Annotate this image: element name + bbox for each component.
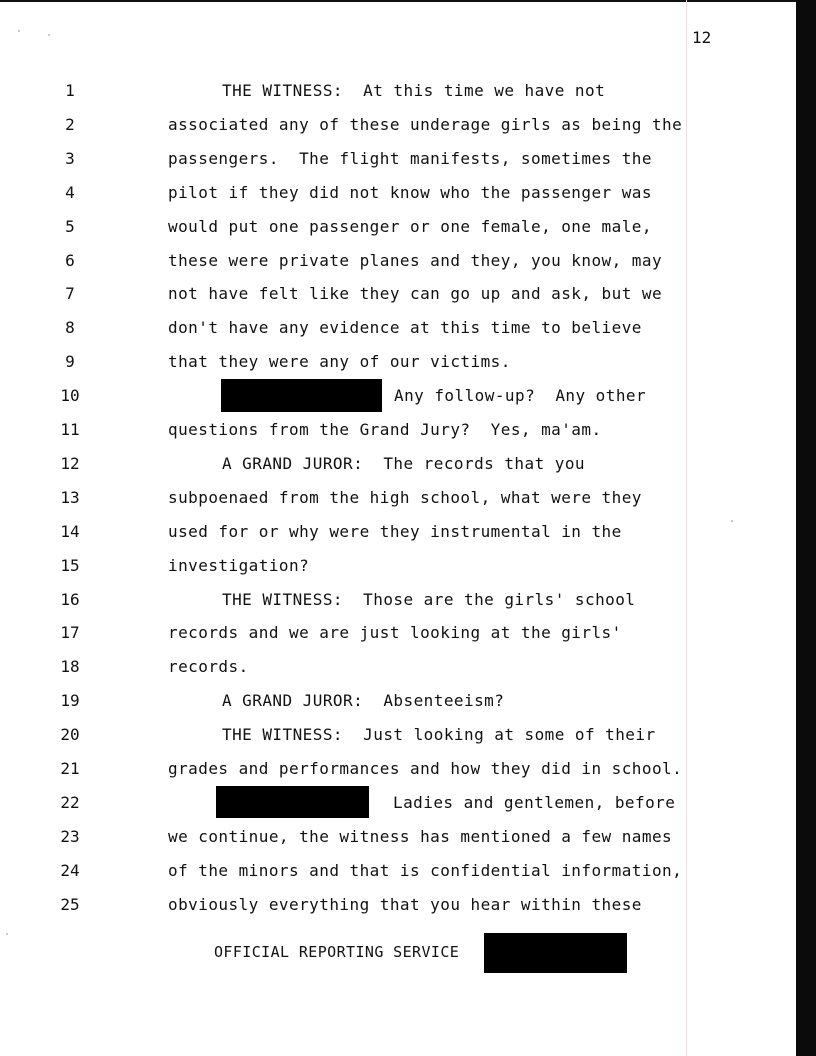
transcript-line bbox=[0, 447, 796, 481]
page-top-edge bbox=[0, 0, 816, 2]
transcript-line bbox=[0, 74, 796, 108]
line-number: 6 bbox=[65, 250, 75, 270]
line-text: passengers. The flight manifests, sometimes the bbox=[168, 148, 652, 168]
transcript-line bbox=[0, 176, 796, 210]
line-text: records and we are just looking at the girls' bbox=[168, 623, 622, 643]
transcript-line bbox=[0, 345, 796, 379]
transcript-line bbox=[0, 549, 796, 583]
transcript-line bbox=[0, 244, 796, 278]
line-number: 25 bbox=[60, 894, 80, 914]
line-text: investigation? bbox=[168, 555, 310, 575]
line-number: 11 bbox=[60, 420, 80, 439]
line-number: 22 bbox=[60, 792, 80, 812]
line-number: 8 bbox=[65, 318, 75, 338]
line-text: associated any of these underage girls as being the bbox=[168, 114, 683, 134]
line-number: 13 bbox=[60, 487, 80, 507]
line-text: not have felt like they can go up and ask, but we bbox=[168, 284, 663, 304]
transcript-line bbox=[0, 718, 796, 752]
transcript-line bbox=[0, 379, 796, 413]
line-text: don't have any evidence at this time to believe bbox=[168, 318, 642, 338]
line-number: 12 bbox=[60, 453, 80, 473]
line-text: Ladies and gentlemen, before bbox=[393, 792, 676, 812]
line-number: 23 bbox=[60, 826, 80, 846]
transcript-line bbox=[0, 752, 796, 786]
line-text: Any follow-up? Any other bbox=[394, 386, 647, 406]
line-number: 7 bbox=[65, 284, 75, 304]
transcript-line bbox=[0, 413, 796, 447]
footer-reporting-service: OFFICIAL REPORTING SERVICE bbox=[214, 943, 460, 961]
line-number: 24 bbox=[60, 860, 80, 880]
line-number: 16 bbox=[60, 589, 80, 609]
transcript-line bbox=[0, 583, 796, 617]
line-text: would put one passenger or one female, one male, bbox=[168, 216, 652, 236]
transcript-line bbox=[0, 277, 796, 311]
line-number: 5 bbox=[65, 216, 75, 236]
line-number: 18 bbox=[60, 657, 80, 677]
line-text: THE WITNESS: Those are the girls' school bbox=[222, 589, 636, 609]
line-text: THE WITNESS: At this time we have not bbox=[222, 81, 606, 100]
transcript-line bbox=[0, 650, 796, 684]
line-number: 19 bbox=[60, 691, 80, 711]
line-text: THE WITNESS: Just looking at some of their bbox=[222, 725, 656, 745]
line-number: 3 bbox=[65, 148, 75, 168]
line-text: records. bbox=[168, 657, 249, 677]
transcript-line bbox=[0, 481, 796, 515]
line-text: A GRAND JUROR: Absenteeism? bbox=[222, 691, 505, 711]
line-text: pilot if they did not know who the passenger was bbox=[168, 182, 652, 202]
line-text: grades and performances and how they did in school. bbox=[168, 759, 683, 778]
page-number: 12 bbox=[692, 28, 712, 47]
transcript-line bbox=[0, 888, 796, 922]
redaction-block bbox=[216, 786, 369, 818]
transcript-line bbox=[0, 311, 796, 345]
transcript-line bbox=[0, 616, 796, 650]
line-number: 9 bbox=[65, 352, 75, 372]
line-text: subpoenaed from the high school, what were they bbox=[168, 487, 642, 507]
scan-speck bbox=[6, 933, 8, 935]
scan-speck bbox=[18, 30, 20, 32]
line-text: questions from the Grand Jury? Yes, ma'am. bbox=[168, 420, 602, 439]
line-number: 1 bbox=[65, 81, 75, 100]
line-text: that they were any of our victims. bbox=[168, 352, 511, 372]
transcript-line bbox=[0, 108, 796, 142]
line-text: A GRAND JUROR: The records that you bbox=[222, 453, 585, 473]
footer-redaction-block bbox=[484, 933, 627, 973]
line-number: 17 bbox=[60, 623, 80, 643]
line-text: of the minors and that is confidential information, bbox=[168, 860, 683, 880]
scan-speck bbox=[731, 520, 733, 522]
transcript-line bbox=[0, 684, 796, 718]
scan-speck bbox=[48, 34, 50, 36]
scan-right-edge bbox=[796, 0, 816, 1056]
transcript-line bbox=[0, 820, 796, 854]
line-number: 10 bbox=[60, 386, 80, 406]
line-number: 2 bbox=[65, 114, 75, 134]
transcript-line bbox=[0, 854, 796, 888]
line-number: 14 bbox=[60, 521, 80, 541]
line-number: 15 bbox=[60, 555, 80, 575]
transcript-line bbox=[0, 786, 796, 820]
redaction-block bbox=[221, 379, 382, 412]
line-text: we continue, the witness has mentioned a few names bbox=[168, 826, 673, 846]
transcript-line bbox=[0, 142, 796, 176]
transcript-line bbox=[0, 515, 796, 549]
line-text: used for or why were they instrumental in the bbox=[168, 521, 622, 541]
transcript-line bbox=[0, 210, 796, 244]
line-number: 20 bbox=[60, 725, 80, 745]
line-number: 21 bbox=[60, 759, 80, 778]
line-text: these were private planes and they, you know, may bbox=[168, 250, 663, 270]
line-number: 4 bbox=[65, 182, 75, 202]
line-text: obviously everything that you hear within these bbox=[168, 894, 642, 914]
